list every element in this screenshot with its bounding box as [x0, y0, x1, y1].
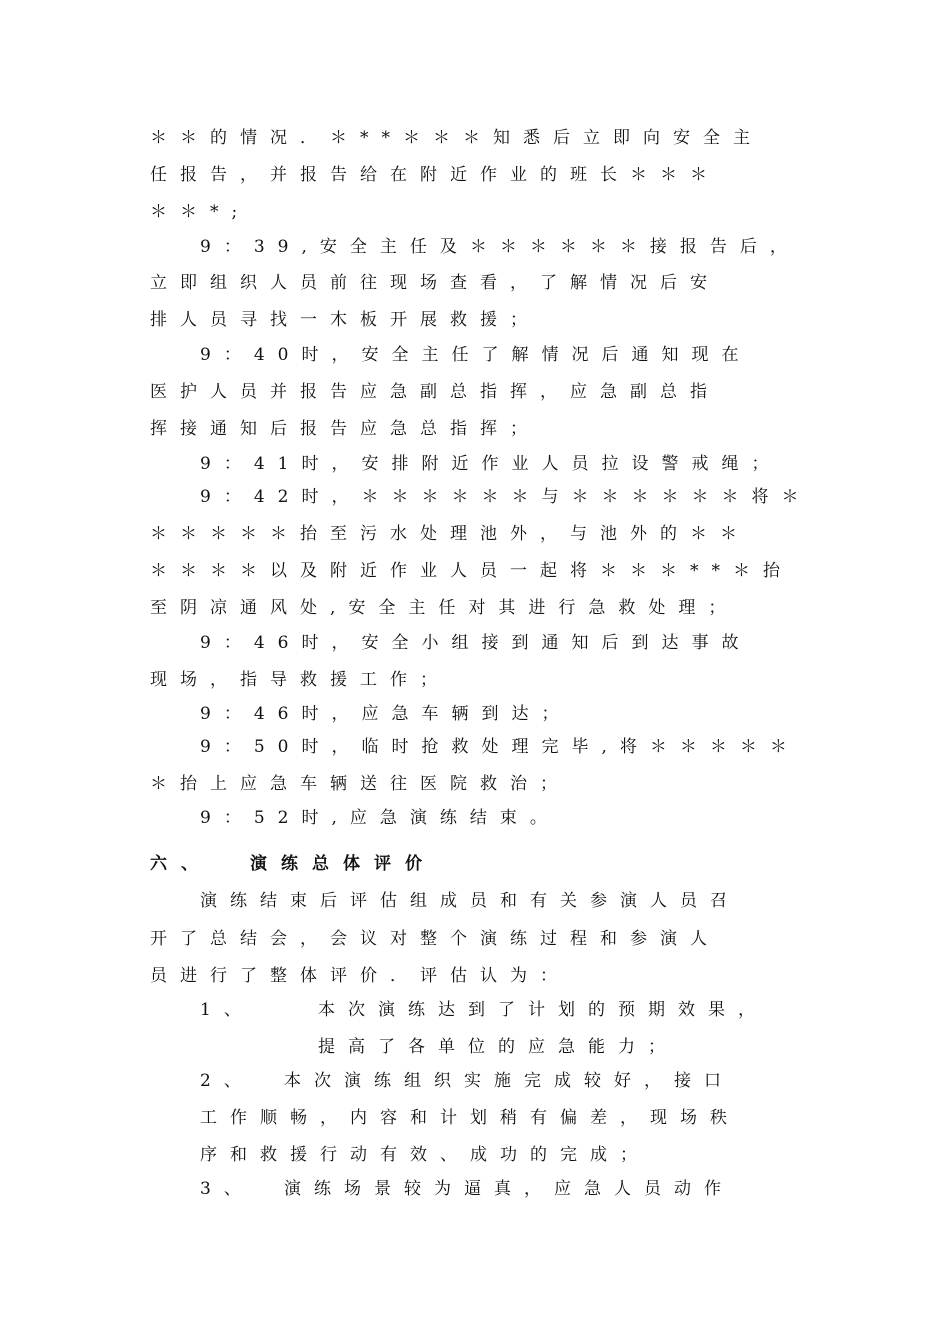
body-line: 立即组织人员前往现场查看，了解情况后安 [150, 273, 720, 293]
list-item-line: 演练场景较为逼真，应急人员动作 [284, 1179, 734, 1199]
body-line: ＊＊的情况．＊**＊＊＊知悉后立即向安全主 [150, 128, 763, 148]
section-number: 六、 [150, 854, 212, 874]
list-item-line: 序和救援行动有效、成功的完成； [200, 1145, 650, 1165]
body-line: ＊＊＊＊以及附近作业人员一起将＊＊＊**＊抬 [150, 561, 793, 581]
body-line: 排人员寻找一木板开展救援； [150, 310, 540, 330]
eval-line: 演练结束后评估组成员和有关参演人员召 [200, 891, 740, 911]
body-line: 9：41时，安排附近作业人员拉设警戒绳； [200, 454, 782, 474]
section-title: 演练总体评价 [250, 854, 436, 874]
body-line: 至阴凉通风处,安全主任对其进行急救处理； [150, 598, 739, 618]
list-item-number: 1、 [200, 1000, 254, 1020]
section-heading [150, 854, 436, 874]
body-line: 9：42时，＊＊＊＊＊＊与＊＊＊＊＊＊将＊ [200, 487, 812, 507]
list-item-number: 3、 [200, 1179, 254, 1199]
body-line: 现场，指导救援工作； [150, 670, 450, 690]
body-line: ＊＊*; [150, 202, 251, 222]
body-line: 挥接通知后报告应急总指挥； [150, 419, 540, 439]
body-line: 医护人员并报告应急副总指挥，应急副总指 [150, 382, 720, 402]
list-item-line: 工作顺畅，内容和计划稍有偏差，现场秩 [200, 1108, 740, 1128]
body-line: 9：50时，临时抢救处理完毕,将＊＊＊＊＊ [200, 737, 800, 757]
body-line: 9：46时，安全小组接到通知后到达事故 [200, 633, 752, 653]
body-line: ＊＊＊＊＊抬至污水处理池外，与池外的＊＊ [150, 524, 750, 544]
body-line: 任报告，并报告给在附近作业的班长＊＊＊ [150, 165, 720, 185]
list-item-line: 本次演练达到了计划的预期效果， [318, 1000, 768, 1020]
eval-line: 开了总结会，会议对整个演练过程和参演人 [150, 929, 720, 949]
body-line: 9：40时，安全主任了解情况后通知现在 [200, 345, 752, 365]
list-item-line: 提高了各单位的应急能力； [318, 1037, 678, 1057]
list-item-number: 2、 [200, 1071, 254, 1091]
body-line: 9：46时，应急车辆到达； [200, 704, 572, 724]
body-line: 9：39,安全主任及＊＊＊＊＊＊接报告后， [200, 237, 800, 257]
body-line: ＊抬上应急车辆送往医院救治； [150, 774, 570, 794]
list-item-line: 本次演练组织实施完成较好，接口 [284, 1071, 734, 1091]
eval-line: 员进行了整体评价．评估认为： [150, 966, 570, 986]
body-line: 9：52时,应急演练结束。 [200, 808, 560, 828]
